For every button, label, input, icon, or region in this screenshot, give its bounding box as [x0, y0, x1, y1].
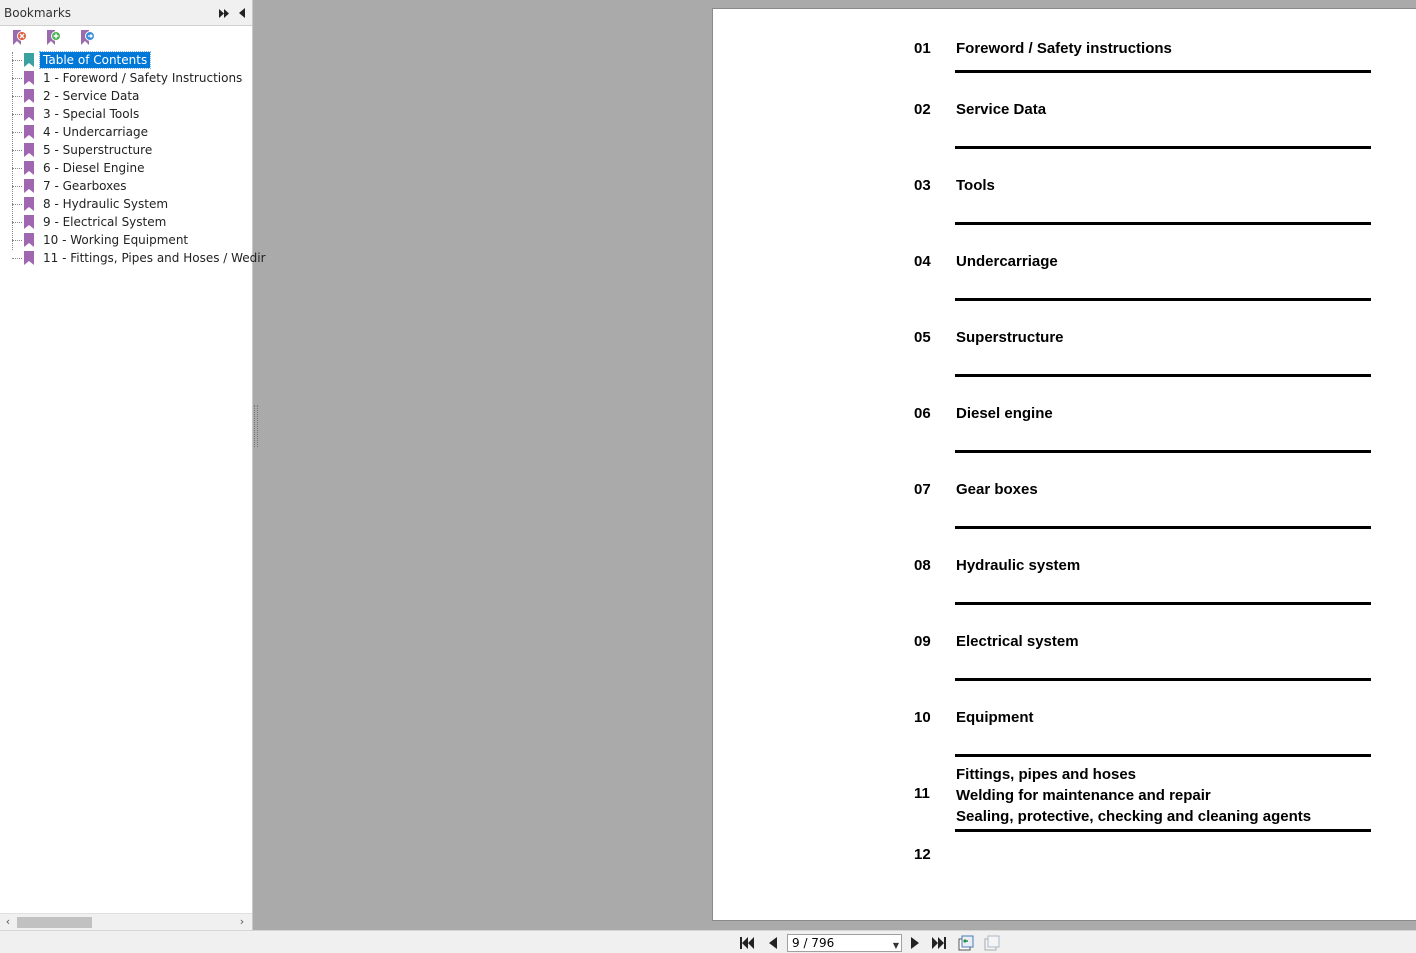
toc-rule — [955, 450, 1371, 453]
bookmark-icon — [24, 215, 34, 229]
bookmark-label: 5 - Superstructure — [43, 143, 153, 157]
bookmark-label: 1 - Foreword / Safety Instructions — [43, 71, 243, 85]
toc-rule — [955, 754, 1371, 757]
bookmarks-header — [0, 0, 252, 26]
collapse-panel-icon[interactable] — [236, 6, 248, 20]
toc-title: Hydraulic system — [956, 557, 1081, 574]
toc-rule — [955, 222, 1371, 225]
bookmark-item[interactable] — [0, 213, 252, 231]
bookmark-label: 7 - Gearboxes — [43, 179, 127, 193]
scrollbar-thumb[interactable] — [17, 917, 92, 928]
next-view-icon[interactable] — [984, 935, 1000, 951]
previous-page-icon[interactable] — [765, 935, 781, 951]
bookmarks-title: Bookmarks — [4, 5, 72, 20]
bookmark-item[interactable] — [0, 87, 252, 105]
last-page-icon[interactable] — [931, 935, 947, 951]
page-navigation-bar — [0, 930, 1416, 953]
toc-rule — [955, 70, 1371, 73]
bookmark-icon — [24, 53, 34, 67]
toc-rule — [955, 298, 1371, 301]
bookmark-icon — [24, 143, 34, 157]
bookmark-label: 8 - Hydraulic System — [43, 197, 169, 211]
toc-rule — [955, 678, 1371, 681]
bookmark-icon — [24, 179, 34, 193]
panel-splitter[interactable] — [254, 405, 258, 447]
toc-title: Gear boxes — [956, 481, 1038, 498]
bookmark-item[interactable] — [0, 105, 252, 123]
toc-number: 03 — [914, 177, 931, 194]
toc-rule — [955, 374, 1371, 377]
toc-rule — [955, 602, 1371, 605]
bookmark-icon — [24, 251, 34, 265]
toc-number: 09 — [914, 633, 931, 650]
toc-title: Superstructure — [956, 329, 1064, 346]
scroll-right-icon[interactable]: › — [239, 915, 245, 928]
toc-title-line: Welding for maintenance and repair — [956, 787, 1211, 804]
toc-title: Diesel engine — [956, 405, 1053, 422]
first-page-icon[interactable] — [739, 935, 755, 951]
horizontal-scrollbar[interactable] — [0, 913, 252, 930]
bookmark-item[interactable] — [0, 123, 252, 141]
bookmark-item[interactable] — [0, 159, 252, 177]
expand-panel-icon[interactable] — [218, 6, 230, 20]
chevron-down-icon[interactable]: ▼ — [892, 941, 899, 950]
toc-number: 11 — [914, 785, 930, 802]
toc-number: 10 — [914, 709, 931, 726]
toc-number: 06 — [914, 405, 931, 422]
bookmark-icon — [24, 233, 34, 247]
toc-title: Equipment — [956, 709, 1034, 726]
bookmark-item[interactable] — [0, 195, 252, 213]
toc-number: 07 — [914, 481, 931, 498]
document-page — [712, 8, 1416, 921]
toc-number: 04 — [914, 253, 931, 270]
toc-number: 02 — [914, 101, 931, 118]
add-bookmark-icon[interactable] — [44, 29, 64, 47]
toc-number: 12 — [914, 846, 931, 863]
bookmark-item-table-of-contents[interactable] — [0, 51, 252, 69]
bookmark-icon — [24, 197, 34, 211]
scroll-left-icon[interactable]: ‹ — [5, 915, 11, 928]
bookmarks-toolbar — [0, 26, 252, 50]
delete-bookmark-icon[interactable] — [10, 29, 30, 47]
bookmark-label: 11 - Fittings, Pipes and Hoses / Wedir — [43, 251, 266, 265]
toc-number: 08 — [914, 557, 931, 574]
bookmark-icon — [24, 71, 34, 85]
add-child-bookmark-icon[interactable] — [78, 29, 98, 47]
toc-rule — [955, 146, 1371, 149]
bookmark-label: 3 - Special Tools — [43, 107, 140, 121]
bookmark-label: 4 - Undercarriage — [43, 125, 148, 139]
page-number-value: 9 / 796 — [792, 936, 835, 950]
bookmark-label: 9 - Electrical System — [43, 215, 167, 229]
bookmark-tree — [0, 50, 266, 267]
toc-number: 05 — [914, 329, 931, 346]
bookmark-label: 10 - Working Equipment — [43, 233, 189, 247]
bookmark-item[interactable] — [0, 249, 266, 267]
bookmark-item[interactable] — [0, 177, 252, 195]
toc-title: Foreword / Safety instructions — [956, 40, 1172, 57]
bookmark-label: Table of Contents — [40, 52, 150, 68]
toc-title: Service Data — [956, 101, 1047, 118]
previous-view-icon[interactable] — [958, 935, 974, 951]
bookmark-icon — [24, 89, 34, 103]
bookmark-icon — [24, 125, 34, 139]
toc-number: 01 — [914, 40, 931, 57]
bookmark-item[interactable] — [0, 141, 252, 159]
bookmark-label: 2 - Service Data — [43, 89, 140, 103]
bookmark-item[interactable] — [0, 231, 252, 249]
toc-title: Tools — [956, 177, 995, 194]
toc-title: Undercarriage — [956, 253, 1058, 270]
toc-title-line: Fittings, pipes and hoses — [956, 766, 1137, 783]
next-page-icon[interactable] — [907, 935, 923, 951]
toc-title-line: Sealing, protective, checking and cleaning agents — [956, 808, 1312, 825]
bookmark-icon — [24, 107, 34, 121]
toc-rule — [955, 829, 1371, 832]
toc-title: Electrical system — [956, 633, 1079, 650]
bookmark-icon — [24, 161, 34, 175]
bookmark-item[interactable] — [0, 69, 252, 87]
page-number-field[interactable] — [787, 934, 902, 952]
bookmarks-panel — [0, 0, 266, 930]
bookmark-label: 6 - Diesel Engine — [43, 161, 145, 175]
toc-rule — [955, 526, 1371, 529]
